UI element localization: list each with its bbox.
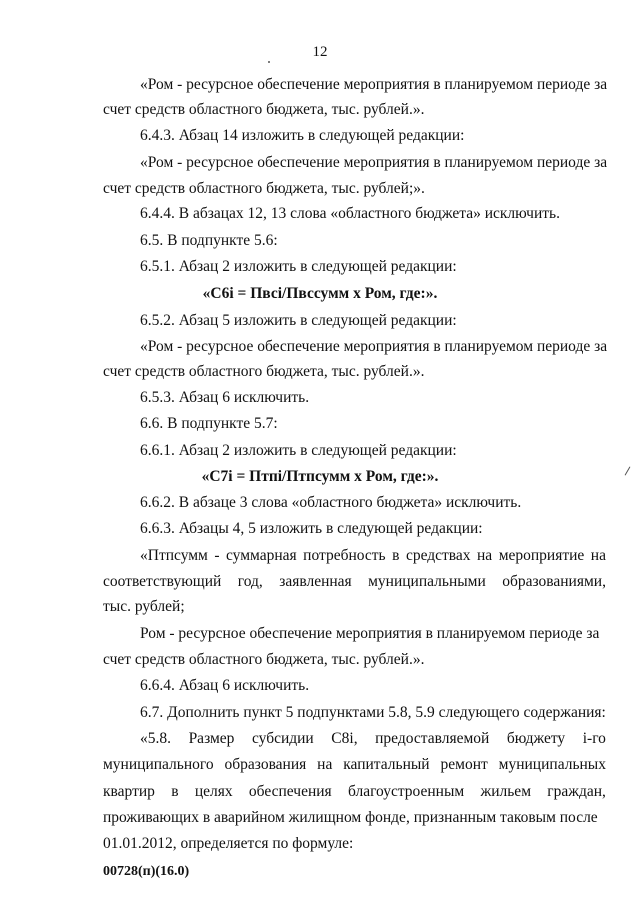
document-code: 00728(п)(16.0)	[103, 864, 190, 879]
paragraph-line: 6.4.3. Абзац 14 изложить в следующей редакции:	[140, 127, 465, 144]
formula-c6: «С6i = Пвсi/Пвссумм х Ром, где:».	[202, 285, 438, 302]
paragraph-line: «Ром - ресурсное обеспечение мероприятия в планируемом периоде за	[140, 154, 608, 171]
word: соответствующий	[103, 573, 222, 590]
word: заявленная	[279, 573, 352, 590]
word: потребность	[303, 547, 386, 564]
word: образованиями,	[502, 573, 606, 590]
paragraph-line: 6.7. Дополнить пункт 5 подпунктами 5.8, 5.9 следующего содержания:	[140, 704, 606, 721]
paragraph-line: тыс. рублей;	[103, 598, 185, 615]
justified-line	[103, 783, 606, 801]
word: на	[317, 756, 333, 773]
word: С8i,	[331, 730, 358, 747]
word: на	[590, 547, 606, 564]
word: i-го	[582, 730, 606, 747]
justified-line	[103, 756, 606, 774]
word: субсидии	[251, 730, 314, 747]
paragraph-line: «Ром - ресурсное обеспечение мероприятия в планируемом периоде за	[140, 338, 608, 355]
paragraph-line: 6.5.2. Абзац 5 изложить в следующей редакции:	[140, 312, 457, 329]
word: мероприятие	[498, 547, 585, 564]
justified-line	[140, 547, 606, 565]
word: муниципального	[103, 756, 214, 773]
word: Размер	[188, 730, 235, 747]
word: обеспечения	[248, 783, 332, 800]
word: «5.8.	[140, 730, 171, 747]
paragraph-line: 6.4.4. В абзацах 12, 13 слова «областного бюджета» исключить.	[140, 205, 560, 222]
word: год,	[237, 573, 263, 590]
word: в	[171, 783, 179, 800]
word: суммарная	[226, 547, 297, 564]
word: граждан,	[547, 783, 606, 800]
word: муниципальных	[498, 756, 606, 773]
paragraph-line: 6.5.1. Абзац 2 изложить в следующей редакции:	[140, 258, 457, 275]
paragraph-line: 6.6. В подпункте 5.7:	[140, 415, 278, 432]
paragraph-line: счет средств областного бюджета, тыс. рублей.».	[103, 101, 425, 118]
word: бюджету	[506, 730, 566, 747]
formula-c7: «С7i = Птпi/Птпсумм х Ром, где:».	[201, 468, 439, 485]
word: «Птпсумм	[140, 547, 208, 564]
word: предоставляемой	[375, 730, 490, 747]
paragraph-line: 6.6.1. Абзац 2 изложить в следующей редакции:	[140, 442, 457, 459]
word: средствах	[405, 547, 471, 564]
paragraph-line: Ром - ресурсное обеспечение мероприятия в планируемом периоде за	[140, 625, 600, 642]
paragraph-line: проживающих в аварийном жилищном фонде, признанным таковым после	[103, 809, 598, 826]
paragraph-line: 6.6.4. Абзац 6 исключить.	[140, 677, 310, 694]
word: квартир	[103, 783, 155, 800]
word: на	[477, 547, 493, 564]
scan-speck	[268, 61, 270, 63]
word: муниципальными	[368, 573, 486, 590]
paragraph-line: 6.5. В подпункте 5.6:	[140, 232, 278, 249]
paragraph-line: счет средств областного бюджета, тыс. рублей;».	[103, 180, 425, 197]
word: целях	[194, 783, 233, 800]
word: капитальный	[343, 756, 430, 773]
paragraph-line: счет средств областного бюджета, тыс. рублей.».	[103, 363, 425, 380]
justified-line	[140, 730, 606, 748]
word: образования	[224, 756, 307, 773]
page-number: 12	[312, 44, 328, 60]
paragraph-line: 6.5.3. Абзац 6 исключить.	[140, 389, 310, 406]
word: в	[392, 547, 400, 564]
paragraph-line: 6.6.2. В абзаце 3 слова «областного бюджета» исключить.	[140, 494, 522, 511]
word: ремонт	[440, 756, 488, 773]
paragraph-line: 01.01.2012, определяется по формуле:	[103, 835, 354, 852]
word: благоустроенным	[347, 783, 465, 800]
paragraph-line: счет средств областного бюджета, тыс. рублей.».	[103, 651, 425, 668]
paragraph-line: 6.6.3. Абзацы 4, 5 изложить в следующей редакции:	[140, 520, 483, 537]
justified-line	[103, 573, 606, 591]
word: -	[214, 547, 220, 564]
word: жильем	[480, 783, 531, 800]
paragraph-line: «Ром - ресурсное обеспечение мероприятия в планируемом периоде за	[140, 76, 608, 93]
